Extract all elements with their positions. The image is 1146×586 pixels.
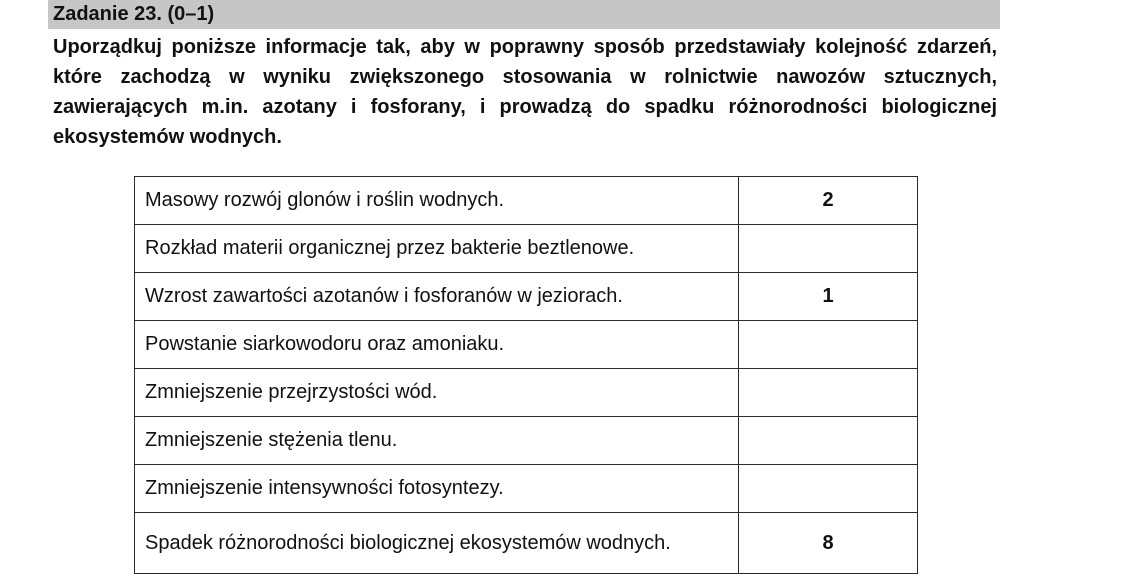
table-row	[135, 273, 918, 321]
task-header	[48, 0, 1000, 29]
order-number-cell[interactable]	[739, 225, 918, 273]
task-instruction: Uporządkuj poniższe informacje tak, aby w poprawny sposób przedstawiały kolejność zdarzeń, które zachodzą w wyniku zwiększonego stosowania w rolnictwie nawozów sztucznych, zawierających m.in. azotany i fosforany, i prowadzą do spadku różnorodności biologicznej ekosystemów wodnych.	[53, 36, 997, 148]
task-title: Zadanie 23. (0–1)	[53, 3, 215, 25]
event-text: Zmniejszenie stężenia tlenu.	[135, 417, 739, 465]
event-text: Masowy rozwój glonów i roślin wodnych.	[135, 177, 739, 225]
order-number-cell[interactable]: 1	[739, 273, 918, 321]
order-number-cell[interactable]	[739, 417, 918, 465]
event-text: Powstanie siarkowodoru oraz amoniaku.	[135, 321, 739, 369]
event-text: Zmniejszenie przejrzystości wód.	[135, 369, 739, 417]
table-row	[135, 177, 918, 225]
table-row	[135, 321, 918, 369]
order-number-cell[interactable]: 2	[739, 177, 918, 225]
event-text: Rozkład materii organicznej przez bakterie beztlenowe.	[135, 225, 739, 273]
order-number-cell[interactable]: 8	[739, 513, 918, 574]
ordering-table	[134, 176, 918, 574]
table-row	[135, 513, 918, 574]
event-text: Zmniejszenie intensywności fotosyntezy.	[135, 465, 739, 513]
table-row	[135, 417, 918, 465]
event-text: Wzrost zawartości azotanów i fosforanów w jeziorach.	[135, 273, 739, 321]
order-number-cell[interactable]	[739, 369, 918, 417]
event-text: Spadek różnorodności biologicznej ekosystemów wodnych.	[135, 513, 739, 574]
order-number-cell[interactable]	[739, 465, 918, 513]
order-number-cell[interactable]	[739, 321, 918, 369]
table-row	[135, 225, 918, 273]
table-row	[135, 465, 918, 513]
table-row	[135, 369, 918, 417]
